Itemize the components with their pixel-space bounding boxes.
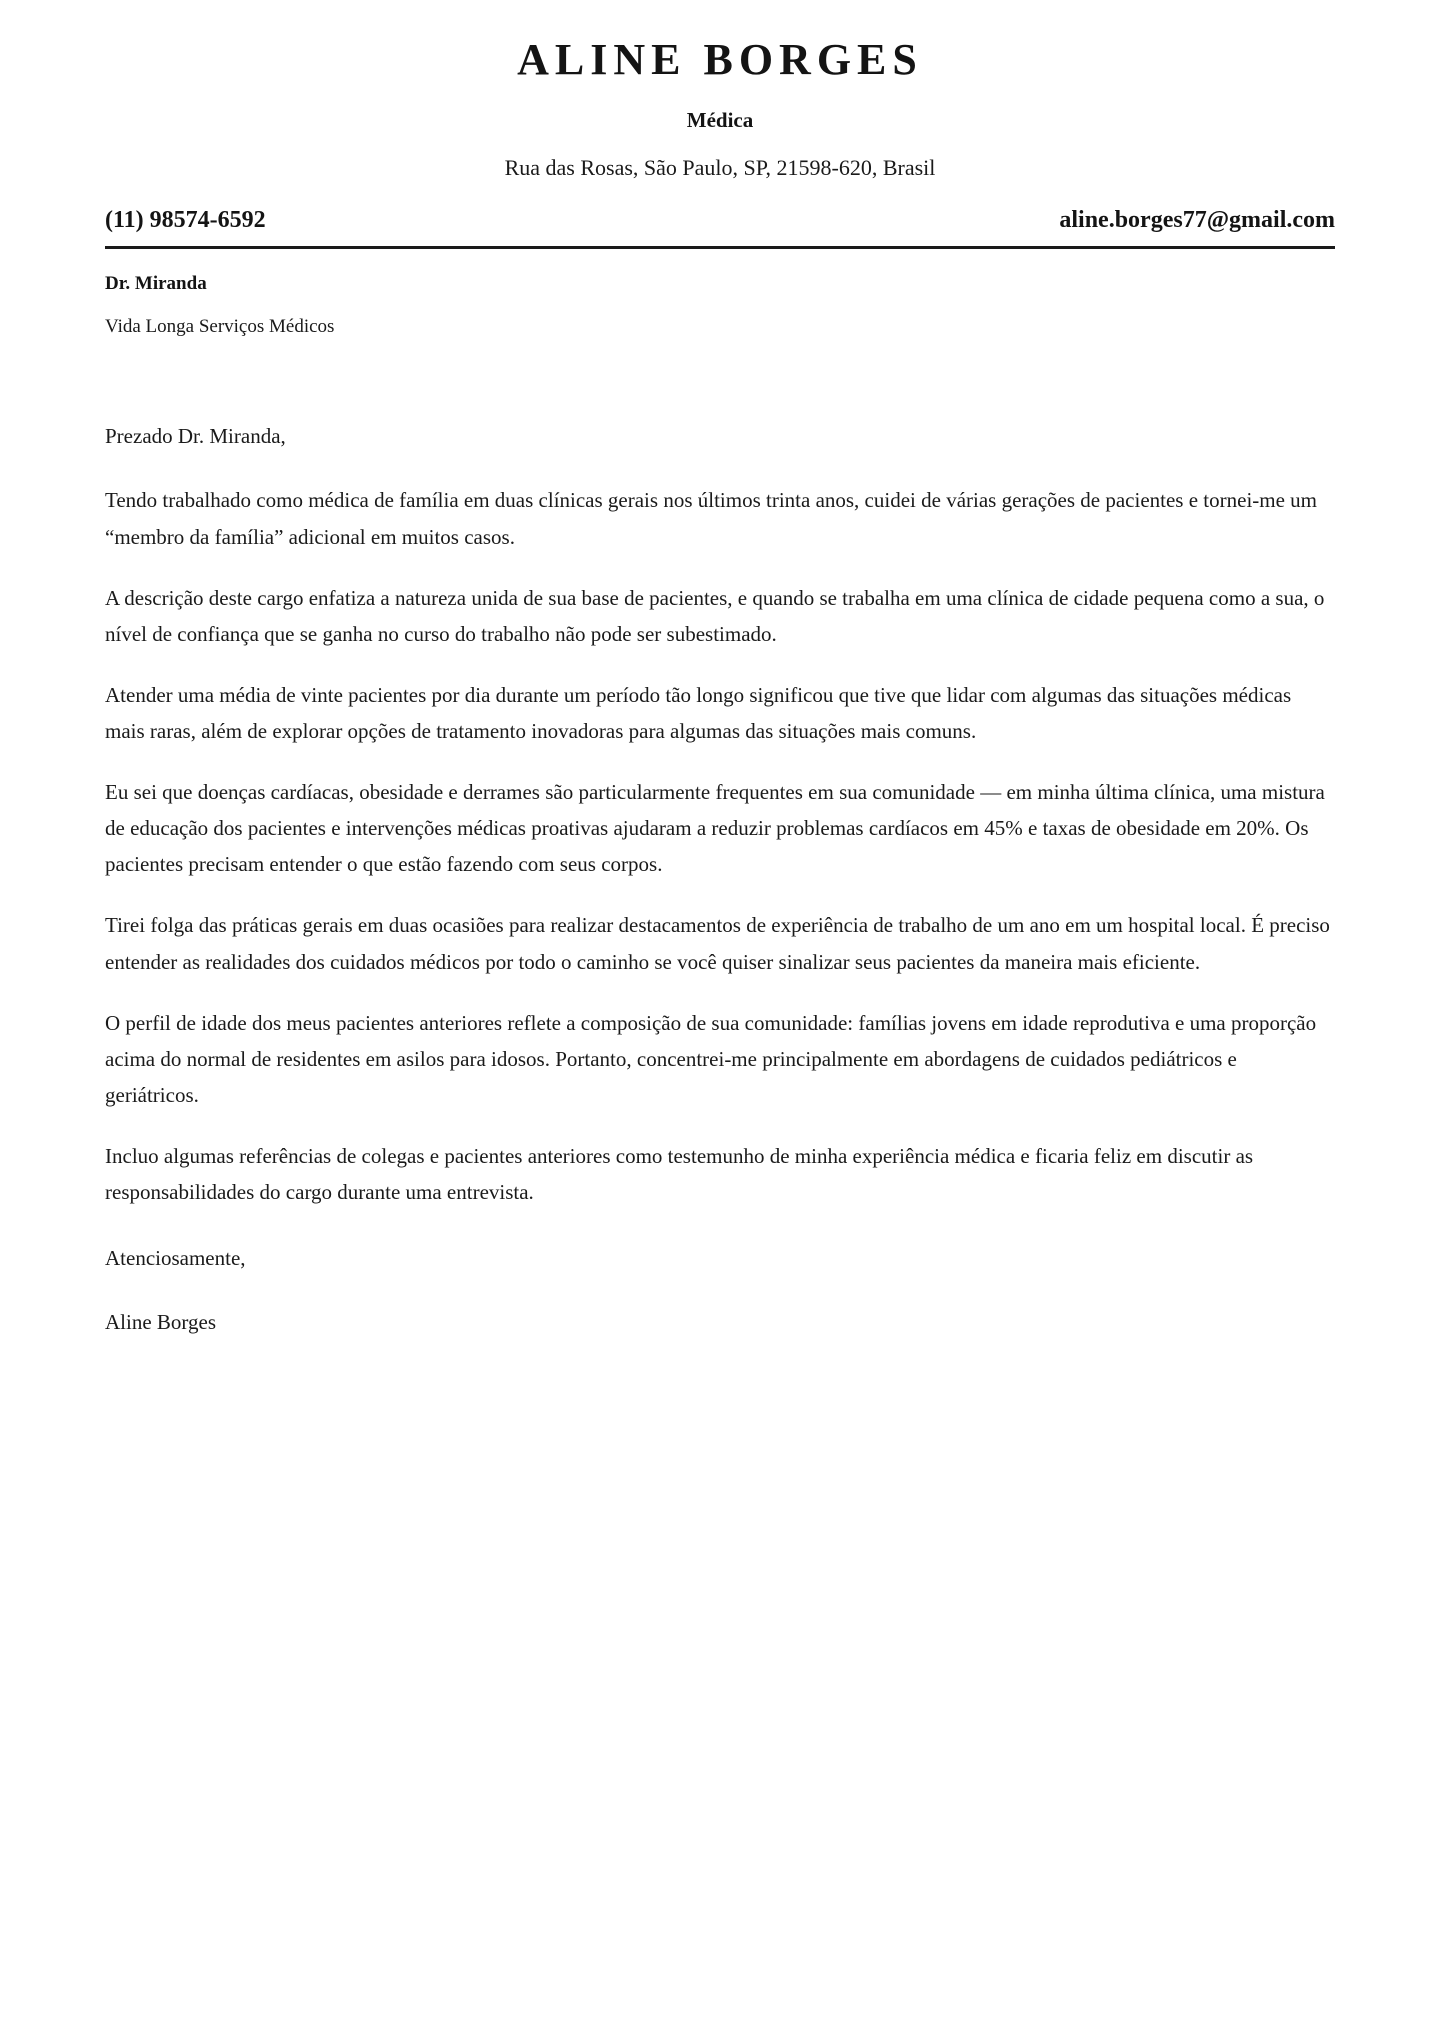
candidate-phone[interactable]: (11) 98574-6592 (105, 206, 266, 233)
body-paragraph: Tendo trabalhado como médica de família em duas clínicas gerais nos últimos trinta anos, cuidei de várias gerações de pacientes e tornei-me um “membro da família” adicional em muitos casos. (105, 488, 1318, 549)
contact-row (105, 207, 1335, 246)
closing-line: Atenciosamente, (105, 1246, 246, 1271)
header-divider (105, 246, 1335, 249)
body-paragraph: Eu sei que doenças cardíacas, obesidade e derrames são particularmente frequentes em sua comunidade — em minha última clínica, uma mistura de educação dos pacientes e intervenções médicas proativas ajudaram a reduzir problemas cardíacos em 45% e taxas de obesidade em 20%. Os pacientes precisam entender o que estão fazendo com seus corpos. (105, 780, 1325, 877)
signature-name: Aline Borges (105, 1309, 217, 1334)
recipient-block (105, 273, 1335, 338)
candidate-job-title: Médica (686, 107, 754, 132)
recipient-organization: Vida Longa Serviços Médicos (105, 315, 335, 337)
body-paragraph: Atender uma média de vinte pacientes por dia durante um período tão longo significou que tive que lidar com algumas das situações médicas mais raras, além de explorar opções de tratamento inovadoras para algumas das situações mais comuns. (105, 682, 1292, 743)
letter-body (105, 420, 1335, 1339)
body-paragraph: Tirei folga das práticas gerais em duas ocasiões para realizar destacamentos de experiência de trabalho de um ano em um hospital local. É preciso entender as realidades dos cuidados médicos por todo o caminho se você quiser sinalizar seus pacientes da maneira mais eficiente. (105, 913, 1330, 974)
salutation: Prezado Dr. Miranda, (105, 423, 286, 448)
candidate-address: Rua das Rosas, São Paulo, SP, 21598-620, Brasil (504, 154, 936, 180)
body-paragraph: Incluo algumas referências de colegas e pacientes anteriores como testemunho de minha experiência médica e ficaria feliz em discutir as responsabilidades do cargo durante uma entrevista. (105, 1143, 1254, 1205)
candidate-email[interactable]: aline.borges77@gmail.com (1059, 206, 1335, 233)
candidate-name: ALINE BORGES (517, 35, 923, 84)
body-paragraph: O perfil de idade dos meus pacientes anteriores reflete a composição de sua comunidade: famílias jovens em idade reprodutiva e uma proporção acima do normal de residentes em asilos para idosos. Portanto, concentrei-me principalmente em abordagens de cuidados pediátricos e geriátricos. (105, 1010, 1317, 1107)
letter-header (105, 0, 1335, 181)
recipient-name: Dr. Miranda (105, 272, 207, 294)
body-paragraph: A descrição deste cargo enfatiza a natureza unida de sua base de pacientes, e quando se trabalha em uma clínica de cidade pequena como a sua, o nível de confiança que se ganha no curso do trabalho não pode ser subestimado. (105, 585, 1325, 646)
